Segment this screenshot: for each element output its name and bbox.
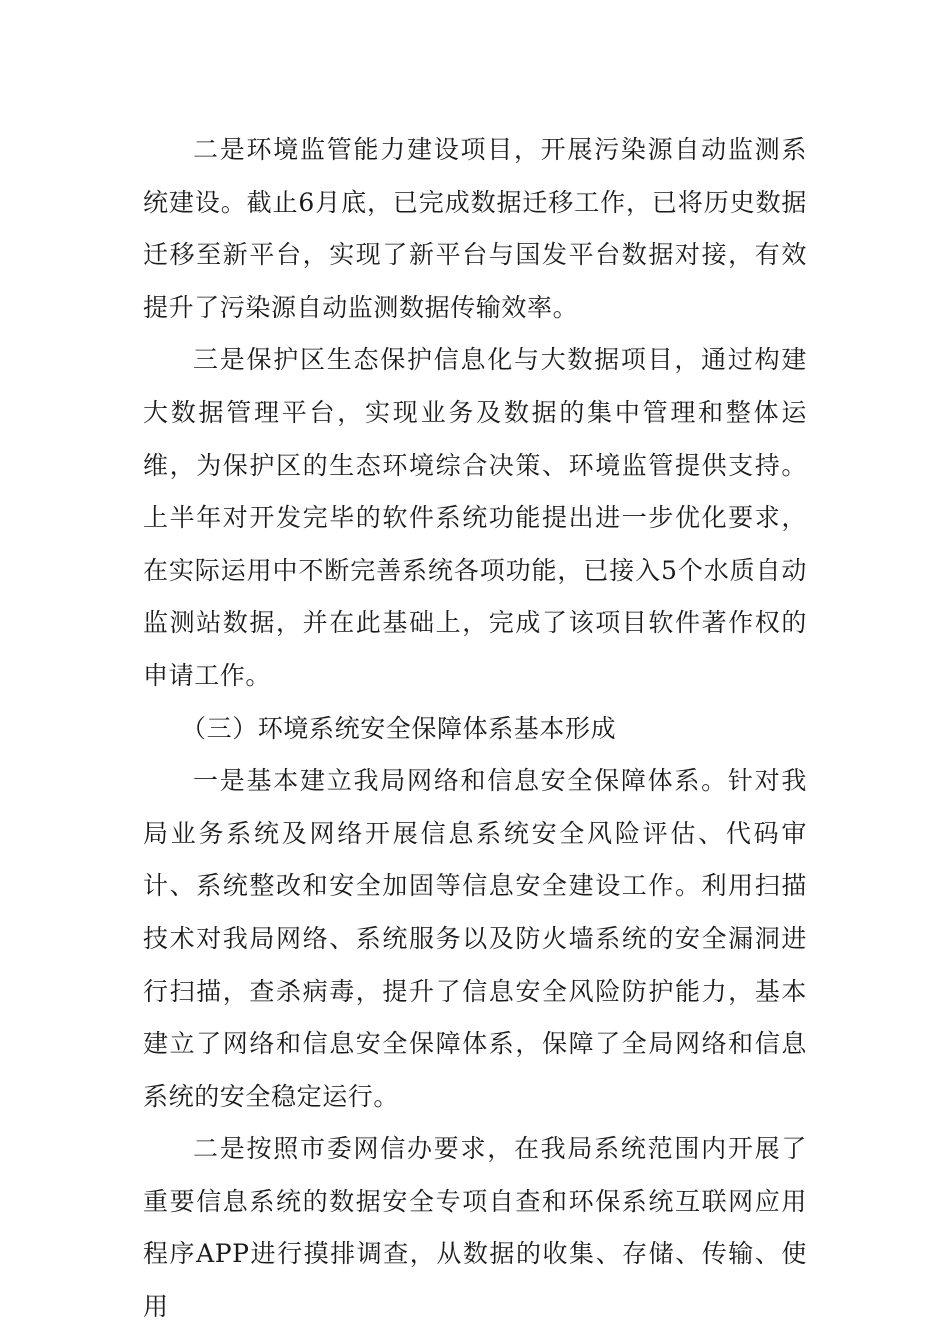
paragraph-environment-monitoring-project: 二是环境监管能力建设项目，开展污染源自动监测系统建设。截止6月底，已完成数据迁移工作，已将历史数据迁移至新平台，实现了新平台与国发平台数据对接，有效提升了污染源自动监测数据传输效率。	[143, 135, 807, 322]
section-heading-security-system: （三）环境系统安全保障体系基本形成	[181, 713, 617, 743]
document-body	[143, 124, 807, 1334]
paragraph-data-security-check: 二是按照市委网信办要求，在我局系统范围内开展了重要信息系统的数据安全专项自查和环保系统互联网应用程序APP进行摸排调查，从数据的收集、存储、传输、使用	[143, 1134, 807, 1322]
paragraph-network-security: 一是基本建立我局网络和信息安全保障体系。针对我局业务系统及网络开展信息系统安全风险评估、代码审计、系统整改和安全加固等信息安全建设工作。利用扫描技术对我局网络、系统服务以及防火墙系统的安全漏洞进行扫描，查杀病毒，提升了信息安全风险防护能力，基本建立了网络和信息安全保障体系，保障了全局网络和信息系统的安全稳定运行。	[143, 766, 807, 1111]
paragraph-big-data-project: 三是保护区生态保护信息化与大数据项目，通过构建大数据管理平台，实现业务及数据的集中管理和整体运维，为保护区的生态环境综合决策、环境监管提供支持。上半年对开发完毕的软件系统功能提出进一步优化要求，在实际运用中不断完善系统各项功能，已接入5个水质自动监测站数据，并在此基础上，完成了该项目软件著作权的申请工作。	[143, 345, 807, 690]
